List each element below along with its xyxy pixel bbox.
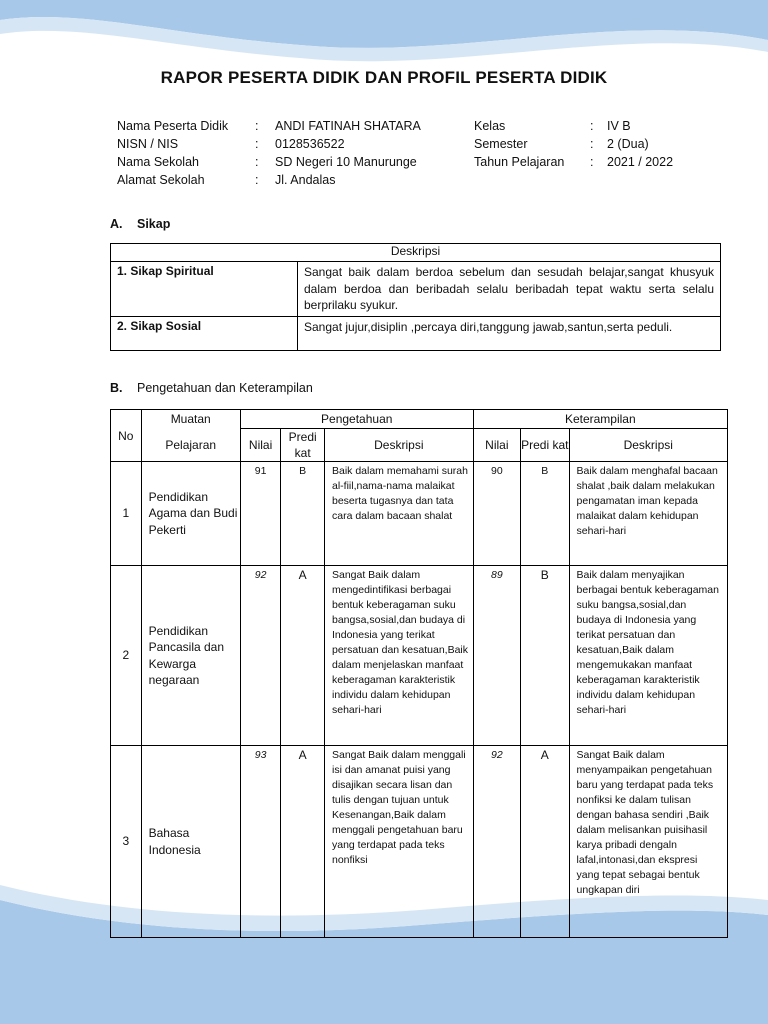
info-label: Kelas — [474, 119, 506, 133]
info-value: 2021 / 2022 — [607, 155, 674, 169]
row-k-deskripsi: Baik dalam menyajikan berbagai bentuk keberagaman suku bangsa,sosial,dan budaya di Indonesia yang terikat persatuan dan kesatuan,Baik dalam mengemukakan manfaat keberagaman karakteristik individu dalam kehidupan sehari-hari — [569, 566, 727, 746]
header-muatan: Muatan — [141, 410, 240, 429]
sikap-table — [110, 243, 721, 351]
table-row — [111, 262, 721, 317]
info-row — [474, 135, 673, 153]
row-p-deskripsi: Sangat Baik dalam mengedintifikasi berbagai bentuk keberagaman suku bangsa,sosial,dan budaya di Indonesia yang terikat persatuan dan kesatuan,Baik dalam menjelaskan manfaat keberagaman karakteristik individu dalam kehidupan sehari-hari — [324, 566, 473, 746]
section-a-letter: A. — [110, 217, 123, 231]
section-b-title: Pengetahuan dan Keterampilan — [137, 381, 313, 395]
info-row — [117, 171, 421, 189]
info-sep: : — [255, 119, 259, 133]
row-p-predikat: A — [281, 566, 325, 746]
info-sep: : — [255, 155, 259, 169]
info-sep: : — [590, 155, 594, 169]
row-muatan: Pendidikan Agama dan Budi Pekerti — [141, 462, 240, 566]
student-info-left — [117, 117, 421, 189]
header-no: No — [111, 410, 142, 462]
row-k-predikat: B — [521, 462, 569, 566]
table-row — [111, 316, 721, 350]
info-value: SD Negeri 10 Manurunge — [275, 155, 417, 169]
info-value: 2 (Dua) — [607, 137, 649, 151]
row-p-nilai: 92 — [240, 566, 281, 746]
student-info-right — [474, 117, 673, 171]
header-pelajaran: Pelajaran — [141, 429, 240, 462]
header-p-nilai: Nilai — [240, 429, 281, 462]
info-sep: : — [255, 137, 259, 151]
info-row — [474, 153, 673, 171]
info-label: Nama Peserta Didik — [117, 119, 229, 133]
info-value: ANDI FATINAH SHATARA — [275, 119, 421, 133]
row-p-nilai: 91 — [240, 462, 281, 566]
sikap-header-deskripsi: Deskripsi — [111, 244, 721, 262]
table-row — [111, 462, 728, 566]
info-value: Jl. Andalas — [275, 173, 336, 187]
table-row — [111, 746, 728, 938]
info-label: NISN / NIS — [117, 137, 179, 151]
info-sep: : — [590, 119, 594, 133]
header-p-predikat: Predi kat — [281, 429, 325, 462]
section-b-letter: B. — [110, 381, 123, 395]
section-a-title: Sikap — [137, 217, 171, 231]
header-row-1 — [111, 410, 728, 429]
row-no: 3 — [111, 746, 142, 938]
section-a-heading — [110, 217, 170, 231]
header-p-deskripsi: Deskripsi — [324, 429, 473, 462]
row-p-deskripsi: Sangat Baik dalam menggali isi dan amanat puisi yang disajikan secara lisan dan tulis dengan tujuan untuk Kesenangan,Baik dalam menggali pengetahuan baru yang terdapat pada teks nonfiksi — [324, 746, 473, 938]
info-value: IV B — [607, 119, 631, 133]
info-row — [117, 117, 421, 135]
header-k-deskripsi: Deskripsi — [569, 429, 727, 462]
row-k-predikat: A — [521, 746, 569, 938]
info-row — [117, 153, 421, 171]
row-k-nilai: 90 — [473, 462, 520, 566]
info-row — [117, 135, 421, 153]
row-p-deskripsi: Baik dalam memahami surah al-fiil,nama-nama malaikat beserta tugasnya dan tata cara dalam bacaan shalat — [324, 462, 473, 566]
row-muatan: Pendidikan Pancasila dan Kewarga negaraan — [141, 566, 240, 746]
info-label: Alamat Sekolah — [117, 173, 205, 187]
header-row-2 — [111, 429, 728, 462]
info-row — [474, 117, 673, 135]
row-k-nilai: 89 — [473, 566, 520, 746]
sikap-header-row — [111, 244, 721, 262]
row-k-nilai: 92 — [473, 746, 520, 938]
row-muatan: Bahasa Indonesia — [141, 746, 240, 938]
info-sep: : — [590, 137, 594, 151]
header-k-nilai: Nilai — [473, 429, 520, 462]
row-k-predikat: B — [521, 566, 569, 746]
row-no: 2 — [111, 566, 142, 746]
row-k-deskripsi: Baik dalam menghafal bacaan shalat ,baik dalam melakukan pengamatan iman kepada malaikat dalam kehidupan sehari-hari — [569, 462, 727, 566]
info-label: Semester — [474, 137, 528, 151]
row-no: 1 — [111, 462, 142, 566]
row-p-predikat: A — [281, 746, 325, 938]
sikap-desc: Sangat jujur,disiplin ,percaya diri,tanggung jawab,santun,serta peduli. — [298, 316, 721, 350]
row-k-deskripsi: Sangat Baik dalam menyampaikan pengetahuan baru yang terdapat pada teks nonfiksi ke dalam tulisan dengan bahasa sendiri ,Baik dalam melisankan puisihasil karya pribadi dengaln lafal,intonasi,dan ekspresi yang tepat sebagai bentuk ungkapan diri — [569, 746, 727, 938]
page-title: RAPOR PESERTA DIDIK DAN PROFIL PESERTA DIDIK — [160, 68, 608, 87]
info-value: 0128536522 — [275, 137, 345, 151]
nilai-table — [110, 409, 728, 938]
row-p-predikat: B — [281, 462, 325, 566]
info-label: Tahun Pelajaran — [474, 155, 565, 169]
info-sep: : — [255, 173, 259, 187]
header-keterampilan: Keterampilan — [473, 410, 727, 429]
sikap-desc: Sangat baik dalam berdoa sebelum dan sesudah belajar,sangat khusyuk dalam berdoa dan beribadah selalu beribadah tepat waktu serta selalu berprilaku syukur. — [298, 262, 721, 317]
header-pengetahuan: Pengetahuan — [240, 410, 473, 429]
section-b-heading — [110, 381, 313, 395]
header-k-predikat: Predi kat — [521, 429, 569, 462]
row-p-nilai: 93 — [240, 746, 281, 938]
sikap-label: 2. Sikap Sosial — [111, 316, 298, 350]
table-row — [111, 566, 728, 746]
info-label: Nama Sekolah — [117, 155, 199, 169]
sikap-label: 1. Sikap Spiritual — [111, 262, 298, 317]
